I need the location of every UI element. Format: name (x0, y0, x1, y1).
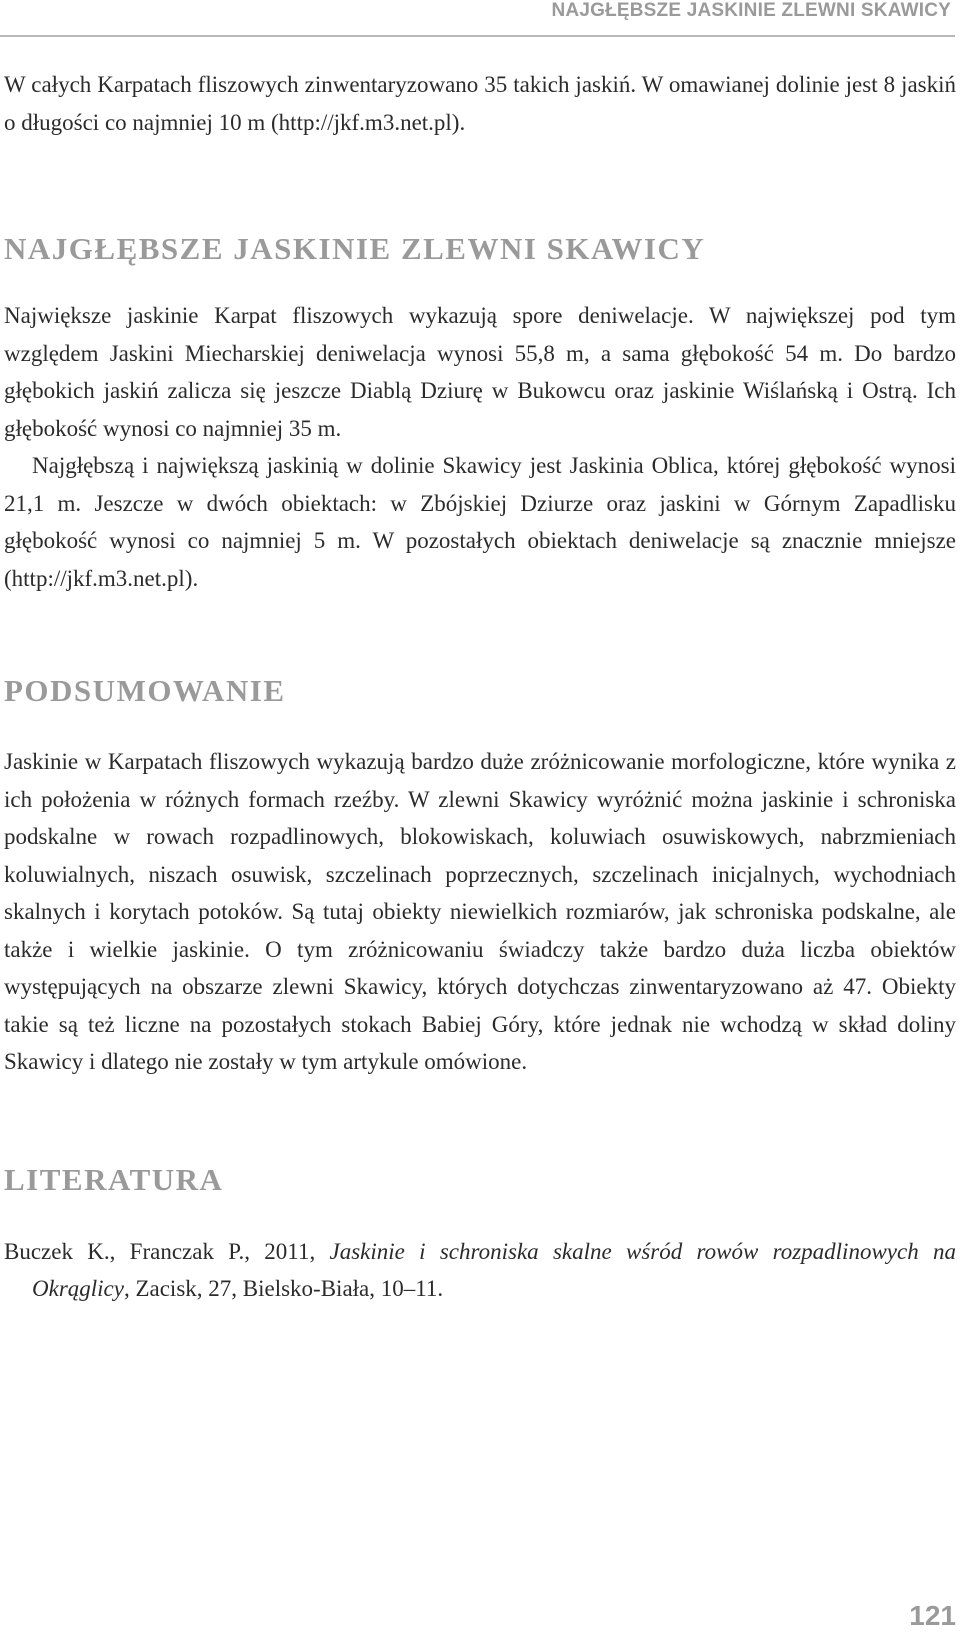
bibliography-details: , Zacisk, 27, Bielsko-Biała, 10–11. (123, 1276, 444, 1301)
intro-paragraph: W całych Karpatach fliszowych zinwentaryzowano 35 takich jaskiń. W omawianej dolinie jest 8 jaskiń o długości co najmniej 10 m (http://jkf.m3.net.pl). (4, 72, 956, 135)
running-header (0, 0, 955, 37)
deepest-caves-paragraph-1: Największe jaskinie Karpat fliszowych wykazują spore deniwelacje. W największej pod tym względem Jaskini Miecharskiej deniwelacja wynosi 55,8 m, a sama głębokość 54 m. Do bardzo głębokich jaskiń zalicza się jeszcze Diablą Dziurę w Bukowcu oraz jaskinie Wiślańską i Ostrą. Ich głębokość wynosi co najmniej 35 m. (4, 303, 956, 441)
deepest-caves-paragraph-2: Najgłębszą i największą jaskinią w dolinie Skawicy jest Jaskinia Oblica, której głębokość wynosi 21,1 m. Jeszcze w dwóch obiektach: w Zbójskiej Dziurze oraz jaskini w Górnym Zapadlisku głębokość wynosi co najmniej 5 m. W pozostałych obiektach deniwelacje są znacznie mniejsze (http://jkf.m3.net.pl). (4, 453, 956, 591)
page-number: 121 (909, 1600, 956, 1631)
bibliography-authors: Buczek K., Franczak P., 2011, (4, 1238, 330, 1264)
summary-paragraph: Jaskinie w Karpatach fliszowych wykazują bardzo duże zróżnicowanie morfologiczne, które wynika z ich położenia w różnych formach rzeźby. W zlewni Skawicy wyróżnić można jaskinie i schroniska podskalne w rowach rozpadlinowych, blokowiskach, koluwiach osuwiskowych, nabrzmieniach koluwialnych, niszach osuwisk, szczelinach poprzecznych, szczelinach inicjalnych, wychodniach skalnych i korytach potoków. Są tutaj obiekty niewielkich rozmiarów, jak schroniska podskalne, ale także i wielkie jaskinie. O tym zróżnicowaniu świadczy także bardzo duża liczba obiektów występujących na obszarze zlewni Skawicy, których dotychczas zinwentaryzowano aż 47. Obiekty takie są też liczne na pozostałych stokach Babiej Góry, które jednak nie wchodzą w skład doliny Skawicy i dlatego nie zostały w tym artykule omówione. (4, 749, 956, 1074)
section-heading-summary: PODSUMOWANIE (4, 673, 286, 708)
section-heading-literature: LITERATURA (4, 1161, 224, 1197)
running-header-title: NAJGŁĘBSZE JASKINIE ZLEWNI SKAWICY (551, 0, 951, 21)
page-content (4, 66, 956, 1308)
bibliography-title: Jaskinie i schroniska skalne wśród rowów rozpadlinowych na Okrąglicy (32, 1238, 957, 1301)
bibliography-entry (4, 1233, 956, 1308)
section-heading-deepest-caves: NAJGŁĘBSZE JASKINIE ZLEWNI SKAWICY (4, 231, 706, 266)
